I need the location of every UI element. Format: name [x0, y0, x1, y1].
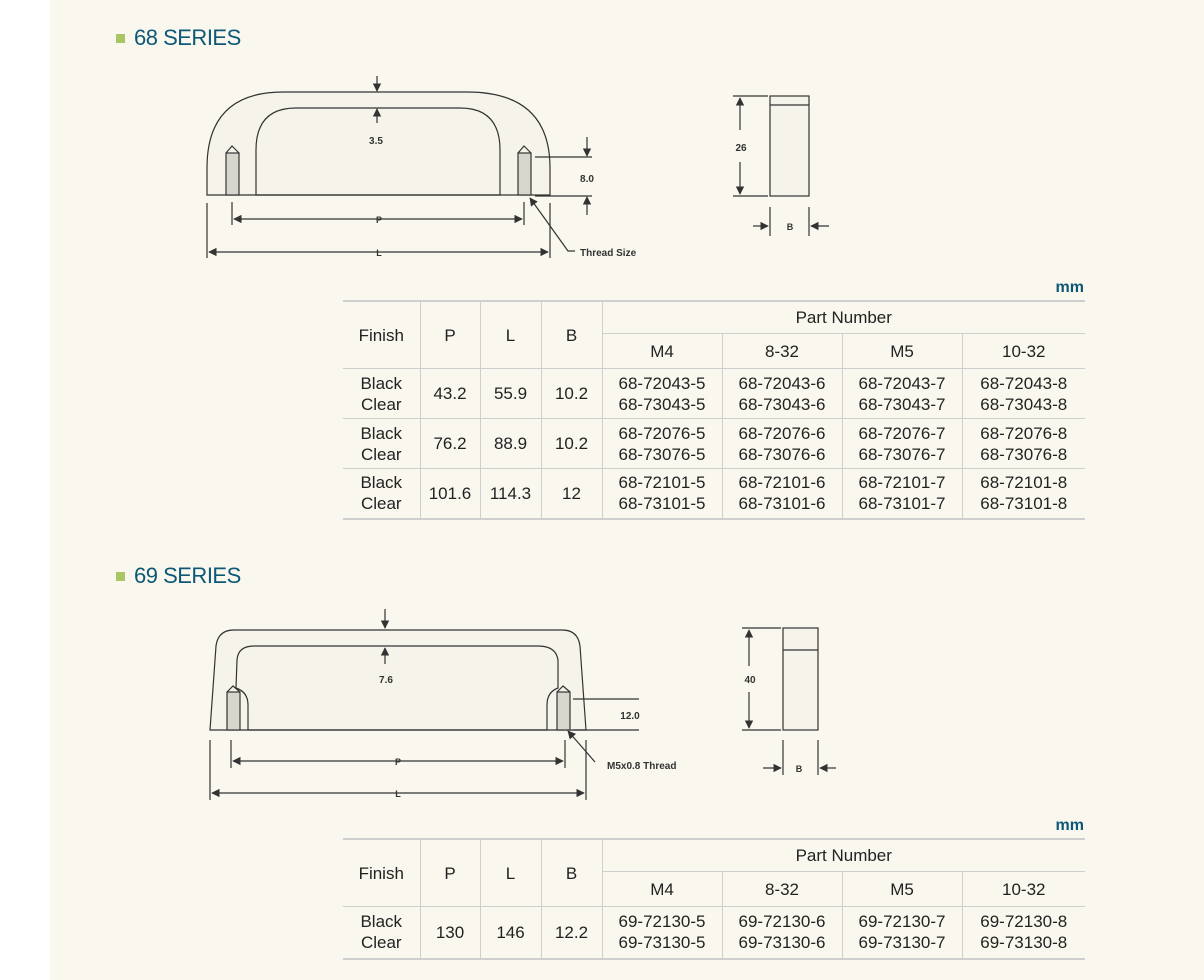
part-number: 68-73076-6 [738, 444, 826, 464]
dim-height-69: 40 [744, 675, 756, 686]
finish-black: Black [360, 423, 403, 443]
unit-label-68: mm [1055, 279, 1084, 296]
header-10-32: 10-32 [962, 334, 1085, 369]
part-number: 68-72101-7 [858, 473, 946, 493]
header-m4: M4 [602, 872, 722, 907]
header-m5: M5 [842, 334, 962, 369]
part-number: 69-73130-6 [738, 933, 826, 953]
dim-p-label-69: P [394, 757, 402, 767]
catalog-page [50, 0, 1204, 980]
cell-p: 76.2 [420, 419, 480, 469]
header-b: B [541, 301, 602, 369]
dim-post-height-68: 8.0 [580, 174, 594, 185]
finish-clear: Clear [360, 933, 402, 953]
series-69-table [343, 838, 1085, 960]
part-number: 68-73043-6 [738, 394, 826, 414]
part-number: 68-72043-7 [858, 373, 946, 393]
finish-black: Black [360, 912, 403, 932]
dim-thickness-68: 3.5 [369, 136, 383, 147]
part-number: 68-73076-8 [980, 444, 1068, 464]
header-8-32: 8-32 [722, 872, 842, 907]
part-number: 68-72043-6 [738, 373, 826, 393]
part-number: 68-73101-8 [980, 494, 1068, 514]
part-number: 68-72076-5 [618, 423, 706, 443]
part-number: 68-73076-7 [858, 444, 946, 464]
dim-height-68: 26 [735, 143, 747, 154]
cell-b: 10.2 [541, 419, 602, 469]
dim-thickness-69: 7.6 [379, 675, 393, 686]
cell-p: 43.2 [420, 369, 480, 419]
finish-black: Black [360, 373, 403, 393]
part-number: 68-72076-6 [738, 423, 826, 443]
thread-note-68: Thread Size [580, 248, 637, 259]
part-number: 68-72101-6 [738, 473, 826, 493]
part-number: 68-72101-8 [980, 473, 1068, 493]
cell-l: 55.9 [480, 369, 541, 419]
cell-b: 12 [541, 469, 602, 519]
finish-clear: Clear [360, 444, 402, 464]
part-number: 68-72076-7 [858, 423, 946, 443]
cell-b: 10.2 [541, 369, 602, 419]
cell-l: 88.9 [480, 419, 541, 469]
series-69-title: 69 SERIES [134, 563, 241, 588]
part-number: 69-72130-7 [858, 912, 946, 932]
table-row [343, 907, 1085, 959]
part-number: 68-72101-5 [618, 473, 706, 493]
part-number: 68-73101-7 [858, 494, 946, 514]
header-b: B [541, 839, 602, 907]
part-number: 68-73101-5 [618, 494, 706, 514]
part-number: 69-72130-8 [980, 912, 1068, 932]
header-l: L [480, 301, 541, 369]
cell-p: 101.6 [420, 469, 480, 519]
part-number: 68-73043-8 [980, 394, 1068, 414]
cell-p: 130 [420, 907, 480, 959]
header-10-32: 10-32 [962, 872, 1085, 907]
part-number: 68-72076-8 [980, 423, 1068, 443]
header-8-32: 8-32 [722, 334, 842, 369]
part-number: 68-73101-6 [738, 494, 826, 514]
header-m4: M4 [602, 334, 722, 369]
dim-b-label-68: B [786, 222, 794, 232]
header-finish: Finish [358, 325, 404, 345]
header-p: P [420, 301, 480, 369]
header-finish: Finish [358, 863, 404, 883]
finish-clear: Clear [360, 494, 402, 514]
dim-post-height-69: 12.0 [620, 711, 640, 722]
dim-l-label-68: L [376, 248, 382, 258]
part-number: 69-73130-5 [618, 933, 706, 953]
finish-clear: Clear [360, 394, 402, 414]
dim-b-label-69: B [795, 764, 803, 774]
header-part-number: Part Number [602, 301, 1085, 334]
cell-l: 146 [480, 907, 541, 959]
part-number: 69-72130-5 [618, 912, 706, 932]
header-l: L [480, 839, 541, 907]
header-m5: M5 [842, 872, 962, 907]
header-part-number: Part Number [602, 839, 1085, 872]
dim-p-label-68: P [375, 215, 383, 225]
unit-label-69: mm [1055, 817, 1084, 834]
thread-note-69: M5x0.8 Thread [607, 761, 677, 772]
part-number: 69-73130-7 [858, 933, 946, 953]
part-number: 68-72043-8 [980, 373, 1068, 393]
header-p: P [420, 839, 480, 907]
dim-l-label-69: L [395, 789, 401, 799]
part-number: 69-72130-6 [738, 912, 826, 932]
cell-b: 12.2 [541, 907, 602, 959]
part-number: 68-72043-5 [618, 373, 706, 393]
series-68-title: 68 SERIES [134, 25, 241, 50]
cell-l: 114.3 [480, 469, 541, 519]
part-number: 68-73076-5 [618, 444, 706, 464]
part-number: 68-73043-7 [858, 394, 946, 414]
part-number: 68-73043-5 [618, 394, 706, 414]
part-number: 69-73130-8 [980, 933, 1068, 953]
finish-black: Black [360, 473, 403, 493]
